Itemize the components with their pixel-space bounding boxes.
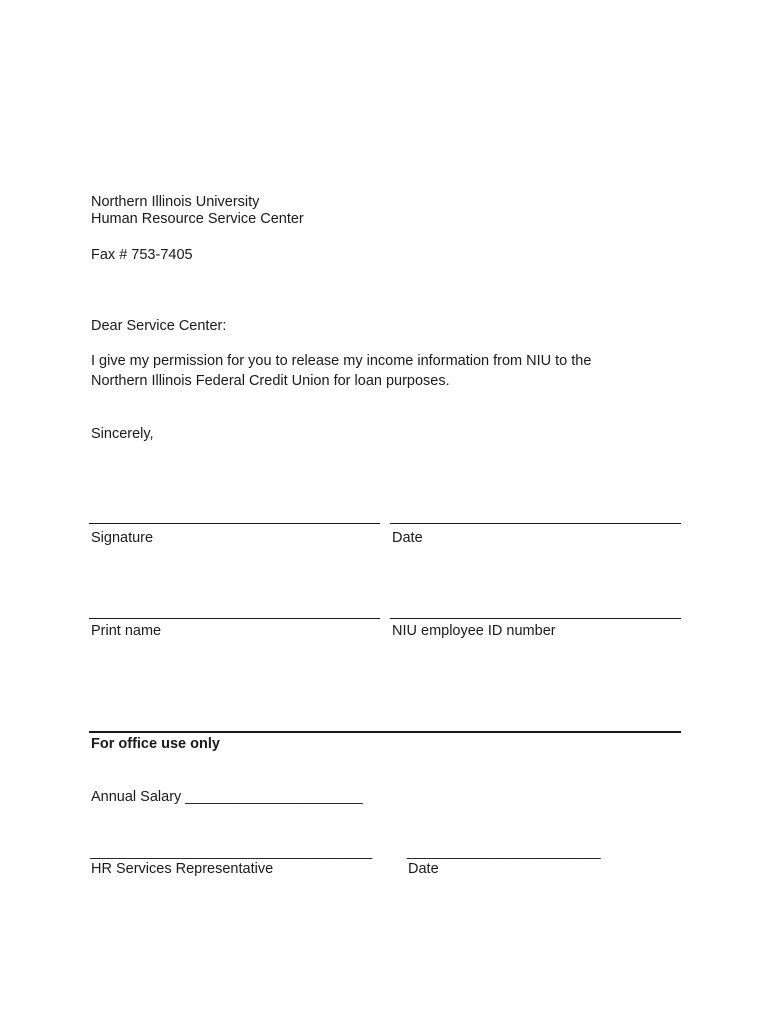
hr-rep-label: HR Services Representative (91, 861, 274, 877)
closing: Sincerely, (91, 426, 154, 442)
hr-rep-line[interactable]: ___________________________________ (90, 844, 373, 860)
employee-id-label: NIU employee ID number (392, 623, 556, 639)
hr-date-label: Date (408, 861, 439, 877)
salutation: Dear Service Center: (91, 318, 227, 334)
hr-date-line[interactable]: ________________________ (407, 844, 601, 860)
signature-line[interactable] (89, 523, 380, 524)
date-line[interactable] (390, 523, 681, 524)
employee-id-line[interactable] (390, 618, 681, 619)
date-label: Date (392, 530, 423, 546)
fax-number: Fax # 753-7405 (91, 247, 193, 263)
annual-salary-field[interactable]: Annual Salary ______________________ (91, 789, 363, 805)
print-name-label: Print name (91, 623, 162, 639)
department-name: Human Resource Service Center (91, 211, 304, 227)
body-line-1: I give my permission for you to release my income information from NIU to the (91, 353, 592, 369)
office-use-heading: For office use only (91, 736, 220, 752)
print-name-line[interactable] (89, 618, 380, 619)
institution-name: Northern Illinois University (91, 194, 260, 210)
body-line-2: Northern Illinois Federal Credit Union for loan purposes. (91, 373, 450, 389)
office-use-divider (89, 731, 681, 733)
signature-label: Signature (91, 530, 154, 546)
